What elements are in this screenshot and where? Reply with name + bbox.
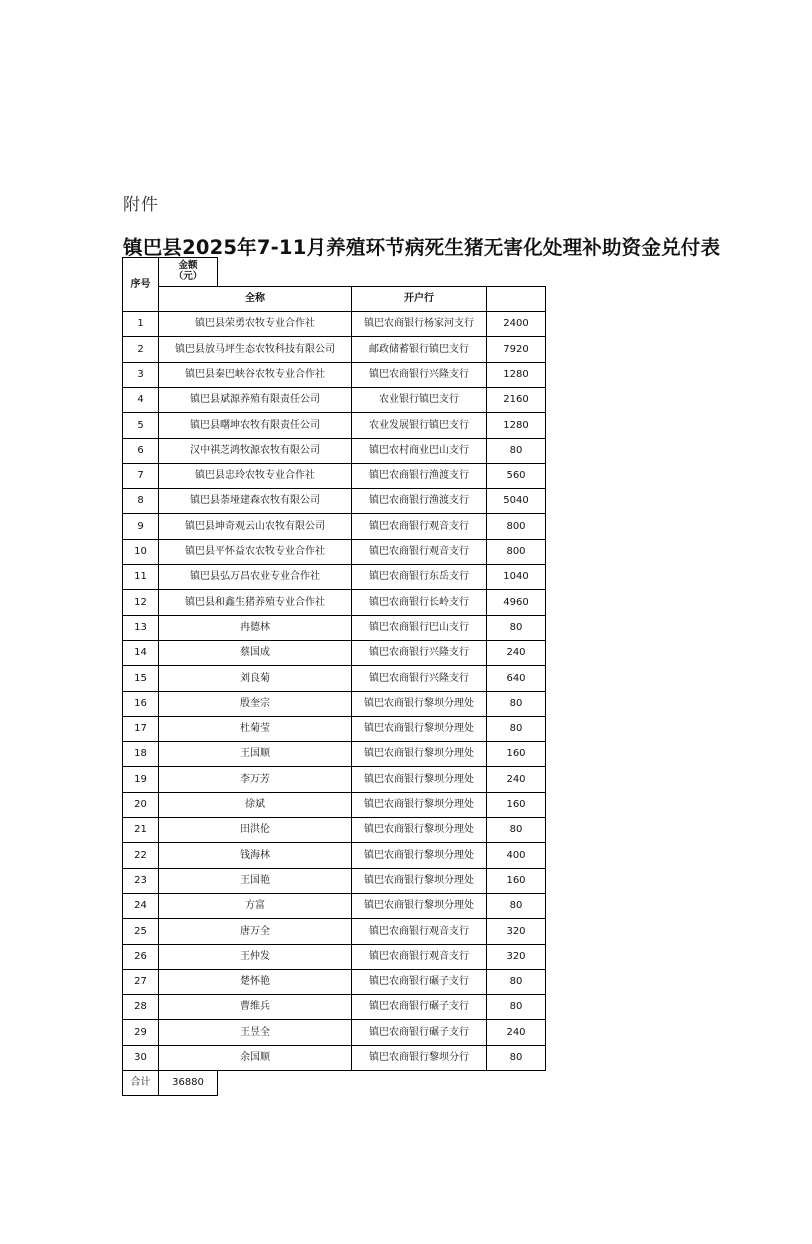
row-seq: 10 bbox=[122, 539, 159, 565]
row-amount: 1280 bbox=[486, 362, 546, 388]
row-bank: 镇巴农商银行观音支行 bbox=[351, 513, 487, 540]
header-bank: 开户行 bbox=[351, 286, 487, 312]
row-name: 镇巴县和鑫生猪养殖专业合作社 bbox=[158, 589, 352, 616]
row-name: 镇巴县忠玲农牧专业合作社 bbox=[158, 463, 352, 489]
row-seq: 29 bbox=[122, 1019, 159, 1046]
row-seq: 5 bbox=[122, 412, 159, 439]
row-amount: 160 bbox=[486, 741, 546, 767]
attachment-label: 附件 bbox=[123, 195, 159, 215]
total-amount: 36880 bbox=[158, 1070, 218, 1096]
row-seq: 17 bbox=[122, 716, 159, 742]
row-amount: 240 bbox=[486, 766, 546, 793]
row-name: 楚怀艳 bbox=[158, 969, 352, 995]
row-bank: 镇巴农商银行黎坝分理处 bbox=[351, 893, 487, 919]
row-amount: 80 bbox=[486, 615, 546, 641]
row-bank: 镇巴农商银行碾子支行 bbox=[351, 994, 487, 1020]
row-seq: 21 bbox=[122, 817, 159, 843]
row-bank: 镇巴农商银行黎坝分理处 bbox=[351, 691, 487, 717]
row-bank: 镇巴农商银行兴隆支行 bbox=[351, 665, 487, 692]
row-name: 镇巴县荼垭建森农牧有限公司 bbox=[158, 488, 352, 514]
row-amount: 2160 bbox=[486, 387, 546, 413]
row-amount: 320 bbox=[486, 918, 546, 945]
row-amount: 800 bbox=[486, 539, 546, 565]
row-bank: 镇巴农商银行兴隆支行 bbox=[351, 640, 487, 666]
row-seq: 30 bbox=[122, 1045, 159, 1071]
row-name: 殷奎宗 bbox=[158, 691, 352, 717]
row-amount: 2400 bbox=[486, 311, 546, 337]
row-bank: 镇巴农商银行渔渡支行 bbox=[351, 488, 487, 514]
row-amount: 560 bbox=[486, 463, 546, 489]
row-name: 王仲发 bbox=[158, 944, 352, 970]
header-amount: 金额 （元） bbox=[158, 257, 218, 287]
row-bank: 镇巴农商银行黎坝分理处 bbox=[351, 868, 487, 894]
row-name: 镇巴县坤奇观云山农牧有限公司 bbox=[158, 513, 352, 540]
row-bank: 镇巴农商银行东岳支行 bbox=[351, 564, 487, 590]
row-amount: 400 bbox=[486, 842, 546, 869]
row-bank: 镇巴农商银行渔渡支行 bbox=[351, 463, 487, 489]
row-seq: 3 bbox=[122, 362, 159, 388]
row-seq: 27 bbox=[122, 969, 159, 995]
row-amount: 1280 bbox=[486, 412, 546, 439]
row-name: 镇巴县秦巴峡谷农牧专业合作社 bbox=[158, 362, 352, 388]
row-seq: 4 bbox=[122, 387, 159, 413]
row-seq: 19 bbox=[122, 766, 159, 793]
row-amount: 7920 bbox=[486, 336, 546, 363]
row-seq: 1 bbox=[122, 311, 159, 337]
row-seq: 23 bbox=[122, 868, 159, 894]
row-bank: 镇巴农商银行长岭支行 bbox=[351, 589, 487, 616]
row-seq: 7 bbox=[122, 463, 159, 489]
row-name: 镇巴县荣勇农牧专业合作社 bbox=[158, 311, 352, 337]
row-seq: 22 bbox=[122, 842, 159, 869]
row-name: 徐斌 bbox=[158, 792, 352, 818]
row-bank: 镇巴农商银行杨家河支行 bbox=[351, 311, 487, 337]
row-seq: 18 bbox=[122, 741, 159, 767]
row-amount: 80 bbox=[486, 969, 546, 995]
row-bank: 镇巴农商银行黎坝分理处 bbox=[351, 766, 487, 793]
row-bank: 镇巴农商银行观音支行 bbox=[351, 944, 487, 970]
row-name: 田洪伦 bbox=[158, 817, 352, 843]
row-name: 镇巴县斌源养殖有限责任公司 bbox=[158, 387, 352, 413]
row-amount: 80 bbox=[486, 691, 546, 717]
row-name: 刘良菊 bbox=[158, 665, 352, 692]
row-amount: 320 bbox=[486, 944, 546, 970]
row-bank: 镇巴农商银行观音支行 bbox=[351, 539, 487, 565]
row-bank: 镇巴农商银行黎坝分行 bbox=[351, 1045, 487, 1071]
row-seq: 20 bbox=[122, 792, 159, 818]
row-bank: 镇巴农商银行黎坝分理处 bbox=[351, 842, 487, 869]
row-seq: 2 bbox=[122, 336, 159, 363]
row-seq: 12 bbox=[122, 589, 159, 616]
row-seq: 9 bbox=[122, 513, 159, 540]
row-bank: 镇巴农商银行兴隆支行 bbox=[351, 362, 487, 388]
row-bank: 镇巴农商银行观音支行 bbox=[351, 918, 487, 945]
row-amount: 4960 bbox=[486, 589, 546, 616]
row-name: 镇巴县曙坤农牧有限责任公司 bbox=[158, 412, 352, 439]
row-name: 唐万全 bbox=[158, 918, 352, 945]
row-bank: 邮政储蓄银行镇巴支行 bbox=[351, 336, 487, 363]
row-name: 汉中祺芝鸿牧源农牧有限公司 bbox=[158, 438, 352, 464]
row-bank: 农业银行镇巴支行 bbox=[351, 387, 487, 413]
row-seq: 13 bbox=[122, 615, 159, 641]
row-bank: 镇巴农村商业巴山支行 bbox=[351, 438, 487, 464]
row-bank: 农业发展银行镇巴支行 bbox=[351, 412, 487, 439]
row-name: 王国顺 bbox=[158, 741, 352, 767]
row-seq: 16 bbox=[122, 691, 159, 717]
row-amount: 80 bbox=[486, 716, 546, 742]
row-name: 镇巴县弘万昌农业专业合作社 bbox=[158, 564, 352, 590]
row-name: 余国顺 bbox=[158, 1045, 352, 1071]
row-amount: 1040 bbox=[486, 564, 546, 590]
row-seq: 8 bbox=[122, 488, 159, 514]
header-name: 全称 bbox=[158, 286, 352, 312]
total-label: 合计 bbox=[122, 1070, 159, 1096]
row-name: 杜菊莹 bbox=[158, 716, 352, 742]
row-name: 镇巴县放马坪生态农牧科技有限公司 bbox=[158, 336, 352, 363]
row-amount: 80 bbox=[486, 1045, 546, 1071]
row-amount: 160 bbox=[486, 868, 546, 894]
row-name: 镇巴县平怀益农农牧专业合作社 bbox=[158, 539, 352, 565]
row-bank: 镇巴农商银行碾子支行 bbox=[351, 969, 487, 995]
row-seq: 15 bbox=[122, 665, 159, 692]
row-amount: 160 bbox=[486, 792, 546, 818]
row-name: 王国艳 bbox=[158, 868, 352, 894]
row-name: 王昱全 bbox=[158, 1019, 352, 1046]
row-name: 冉德林 bbox=[158, 615, 352, 641]
row-amount: 80 bbox=[486, 817, 546, 843]
row-amount: 80 bbox=[486, 893, 546, 919]
row-seq: 11 bbox=[122, 564, 159, 590]
row-amount: 640 bbox=[486, 665, 546, 692]
row-bank: 镇巴农商银行黎坝分理处 bbox=[351, 716, 487, 742]
header-seq: 序号 bbox=[122, 257, 159, 312]
row-name: 方富 bbox=[158, 893, 352, 919]
row-amount: 5040 bbox=[486, 488, 546, 514]
row-seq: 24 bbox=[122, 893, 159, 919]
row-amount: 80 bbox=[486, 438, 546, 464]
row-seq: 14 bbox=[122, 640, 159, 666]
row-name: 钱海林 bbox=[158, 842, 352, 869]
row-bank: 镇巴农商银行黎坝分理处 bbox=[351, 741, 487, 767]
row-amount: 800 bbox=[486, 513, 546, 540]
row-bank: 镇巴农商银行黎坝分理处 bbox=[351, 792, 487, 818]
row-seq: 28 bbox=[122, 994, 159, 1020]
header-empty bbox=[486, 286, 546, 312]
row-seq: 25 bbox=[122, 918, 159, 945]
row-name: 李万芳 bbox=[158, 766, 352, 793]
row-bank: 镇巴农商银行巴山支行 bbox=[351, 615, 487, 641]
row-seq: 26 bbox=[122, 944, 159, 970]
row-seq: 6 bbox=[122, 438, 159, 464]
row-bank: 镇巴农商银行黎坝分理处 bbox=[351, 817, 487, 843]
row-name: 曹维兵 bbox=[158, 994, 352, 1020]
row-amount: 240 bbox=[486, 1019, 546, 1046]
document-title: 镇巴县2025年7-11月养殖环节病死生猪无害化处理补助资金兑付表 bbox=[123, 236, 721, 259]
row-amount: 240 bbox=[486, 640, 546, 666]
row-bank: 镇巴农商银行碾子支行 bbox=[351, 1019, 487, 1046]
row-name: 蔡国成 bbox=[158, 640, 352, 666]
row-amount: 80 bbox=[486, 994, 546, 1020]
